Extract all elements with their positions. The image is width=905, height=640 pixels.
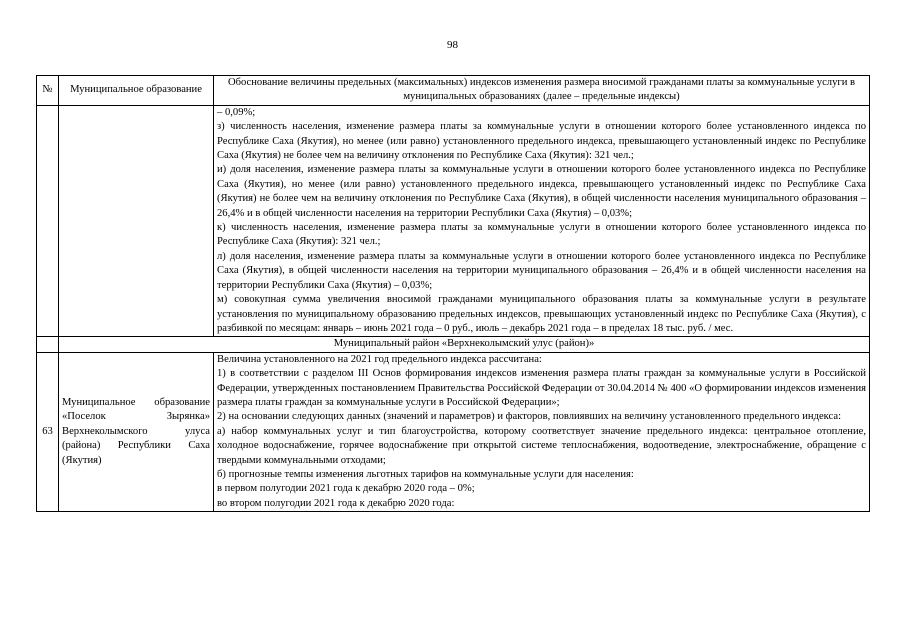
- rationale-paragraph: л) доля населения, изменение размера платы за коммунальные услуги в отношении которого более установленного индекса по Республике Саха (Якутия), в общей численности населения на территории муниципального образования – 26,4% и в общей численности населения на территории Республики Саха (Якутия) – 0,03%;: [217, 250, 866, 291]
- rationale-paragraph: к) численность населения, изменение размера платы за коммунальные услуги в отношении которого более установленного индекса по Республике Саха (Якутия): 321 чел.;: [217, 222, 866, 248]
- continuation-number-cell: [37, 105, 59, 337]
- header-number: №: [37, 76, 59, 106]
- municipality-name: Муниципальное образование «Поселок Зырянка» Верхнеколымского улуса (района) Республики Саха (Якутия): [62, 396, 210, 466]
- district-title: Муниципальный район «Верхнеколымский улус (район)»: [59, 337, 870, 352]
- table-header-row: [37, 76, 870, 106]
- header-rationale: Обоснование величины предельных (максимальных) индексов изменения размера вносимой гражданами платы за коммунальные услуги в муниципальных образованиях (далее – предельные индексы): [214, 76, 870, 106]
- row-number: 63: [37, 352, 59, 511]
- header-municipality: Муниципальное образование: [59, 76, 214, 106]
- table-row: [37, 352, 870, 511]
- continuation-rationale-cell: [214, 105, 870, 337]
- continuation-row: [37, 105, 870, 337]
- rationale-paragraph: з) численность населения, изменение размера платы за коммунальные услуги в отношении которого более установленного индекса по Республике Саха (Якутия), но менее (или равно) установленного предельного индекса, превышающего установленный индекс по Республике Саха (Якутия) не более чем на величину отклонения по Республике Саха (Якутия): 321 чел.;: [217, 121, 866, 162]
- municipality-cell: [59, 352, 214, 511]
- rationale-paragraph: и) доля населения, изменение размера платы за коммунальные услуги в отношении которого более установленного индекса по Республике Саха (Якутия), но менее (или равно) установленного предельного индекса, превышающего установленный индекс по Республике Саха (Якутия) не более чем на величину отклонения по Республике Саха (Якутия), в общей численности населения муниципального образования – 26,4% и в общей численности населения на территории Республики Саха (Якутия) – 0,03%;: [217, 164, 866, 219]
- indices-table: [36, 75, 870, 512]
- district-row: [37, 337, 870, 352]
- district-number-cell: [37, 337, 59, 352]
- rationale-paragraph: во втором полугодии 2021 года к декабрю 2020 года:: [217, 497, 455, 509]
- entry-rationale-cell: [214, 352, 870, 511]
- rationale-paragraph: а) набор коммунальных услуг и тип благоустройства, которому соответствует значение предельного индекса: центральное отопление, холодное водоснабжение, горячее водоснабжение при открытой системе теплоснабжения, водоотведение, электроснабжение, обращение с твердыми коммунальными отходами;: [217, 425, 866, 466]
- rationale-paragraph: б) прогнозные темпы изменения льготных тарифов на коммунальные услуги для населения:: [217, 468, 634, 480]
- continuation-municipality-cell: [59, 105, 214, 337]
- rationale-paragraph: 2) на основании следующих данных (значений и параметров) и факторов, повлиявших на величину установленного предельного индекса:: [217, 411, 842, 423]
- rationale-paragraph: – 0,09%;: [217, 106, 256, 118]
- page-number: 98: [447, 39, 458, 51]
- rationale-paragraph: 1) в соответствии с разделом III Основ формирования индексов изменения размера платы граждан за коммунальные услуги в Российской Федерации, утвержденных постановлением Правительства Российской Федерации от 30.04.2014 № 400 «О формировании индексов изменения размера платы граждан за коммунальные услуги в Российской Федерации»;: [217, 368, 866, 408]
- rationale-paragraph: м) совокупная сумма увеличения вносимой гражданами муниципального образования платы за коммунальные услуги в результате установления по муниципальному образованию предельных индексов, превышающих установленный индекс по Республике Саха (Якутия), с разбивкой по месяцам: январь – июнь 2021 года – 0 руб., июль – декабрь 2021 года – в пределах 18 тыс. руб. / мес.: [217, 294, 866, 334]
- rationale-paragraph: в первом полугодии 2021 года к декабрю 2020 года – 0%;: [217, 483, 475, 495]
- rationale-paragraph: Величина установленного на 2021 год предельного индекса рассчитана:: [217, 353, 542, 365]
